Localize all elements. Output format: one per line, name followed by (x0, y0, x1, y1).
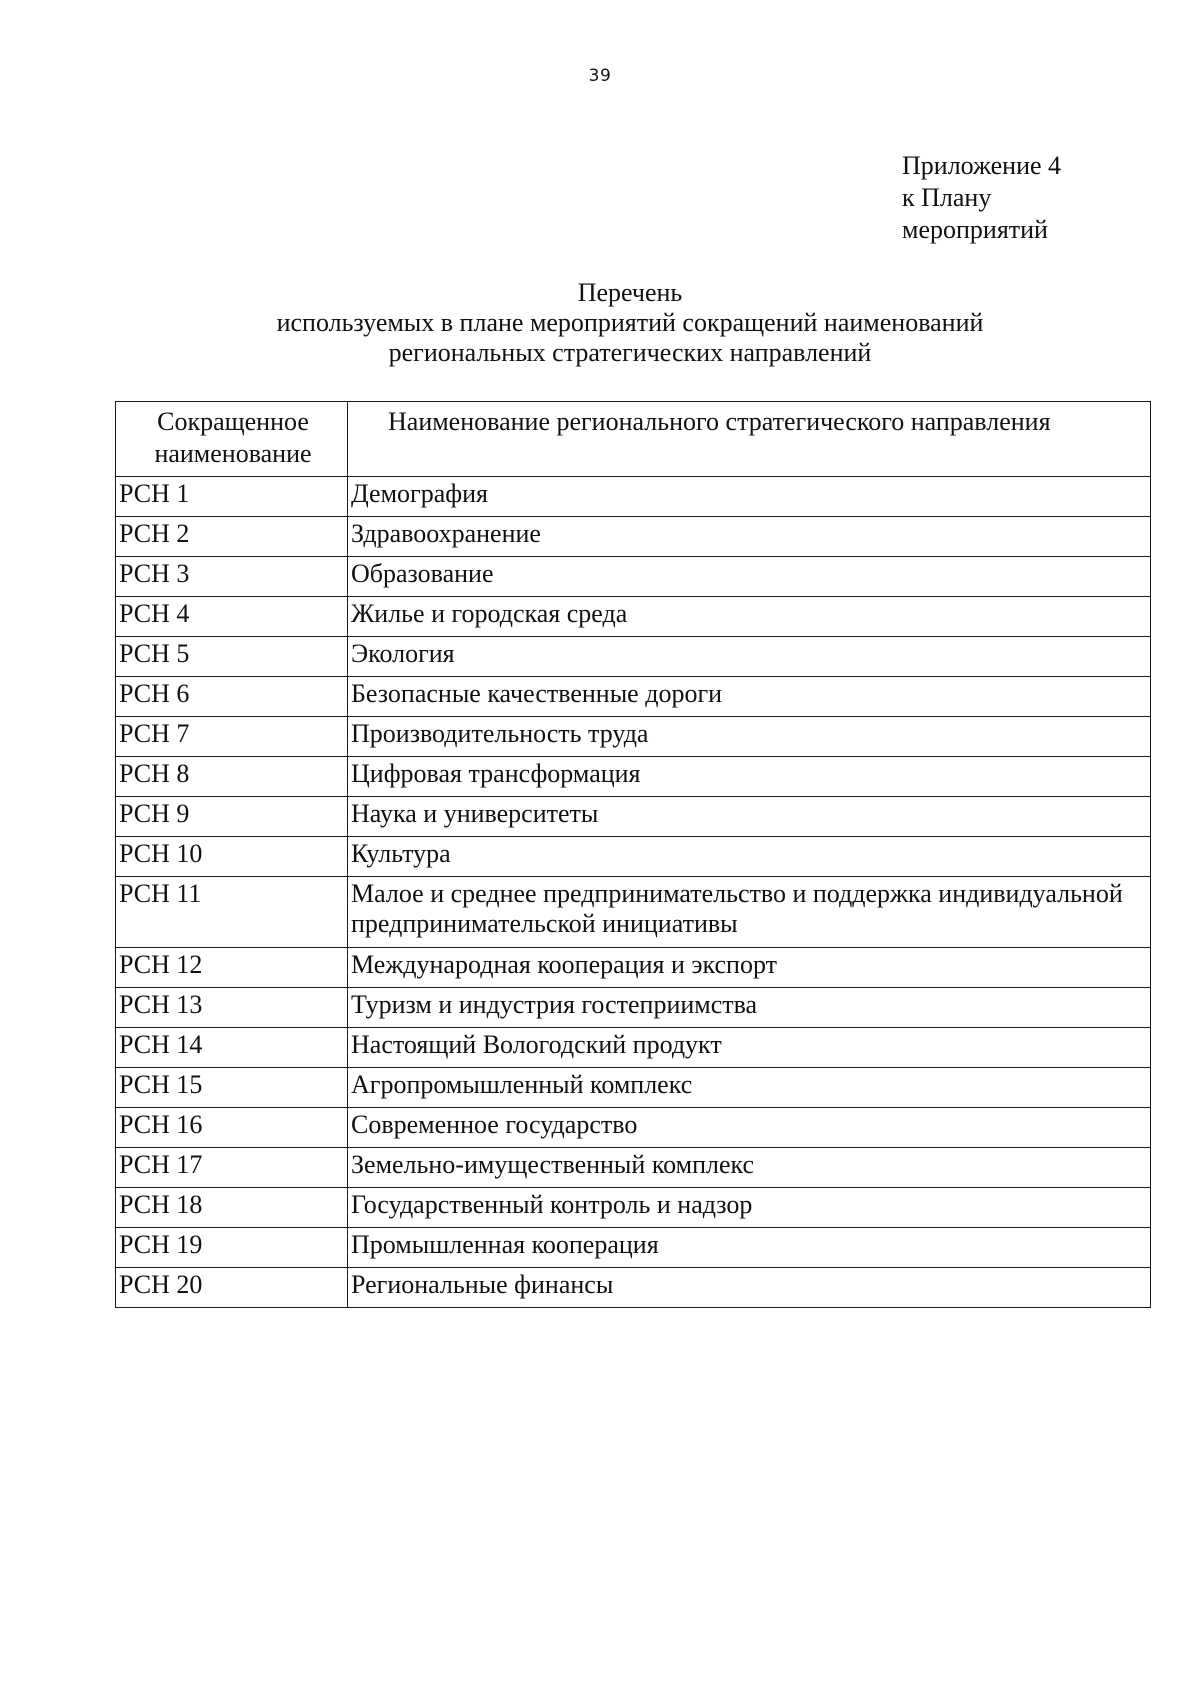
row-code: РСН 8 (116, 757, 348, 797)
table-row (116, 1148, 1151, 1188)
table-row (116, 597, 1151, 637)
row-name: Цифровая трансформация (348, 757, 1151, 797)
row-name: Культура (348, 837, 1151, 877)
table-row (116, 1228, 1151, 1268)
table-row (116, 1028, 1151, 1068)
row-name: Земельно-имущественный комплекс (348, 1148, 1151, 1188)
row-code: РСН 17 (116, 1148, 348, 1188)
abbreviations-table (115, 401, 1151, 1308)
appendix-line-1: Приложение 4 (902, 151, 1062, 180)
header-short-name: Сокращенное наименование (116, 402, 348, 477)
row-name: Агропромышленный комплекс (348, 1068, 1151, 1108)
table-body (116, 477, 1151, 1308)
appendix-line-3: мероприятий (902, 215, 1048, 244)
page-number: 39 (588, 66, 612, 86)
row-code: РСН 10 (116, 837, 348, 877)
title-line-1: Перечень (577, 278, 683, 307)
row-name: Настоящий Вологодский продукт (348, 1028, 1151, 1068)
row-name: Промышленная кооперация (348, 1228, 1151, 1268)
row-code: РСН 1 (116, 477, 348, 517)
row-code: РСН 20 (116, 1268, 348, 1308)
row-code: РСН 19 (116, 1228, 348, 1268)
row-code: РСН 5 (116, 637, 348, 677)
row-code: РСН 12 (116, 948, 348, 988)
row-name: Международная кооперация и экспорт (348, 948, 1151, 988)
row-code: РСН 4 (116, 597, 348, 637)
table-row (116, 677, 1151, 717)
table-row (116, 988, 1151, 1028)
title-line-2: используемых в плане мероприятий сокращений наименований (276, 308, 984, 337)
document-title (0, 278, 1200, 368)
row-code: РСН 11 (116, 877, 348, 948)
row-name: Экология (348, 637, 1151, 677)
row-name: Демография (348, 477, 1151, 517)
title-line-3: региональных стратегических направлений (388, 338, 872, 367)
table-row (116, 557, 1151, 597)
row-code: РСН 2 (116, 517, 348, 557)
row-name: Наука и университеты (348, 797, 1151, 837)
row-code: РСН 7 (116, 717, 348, 757)
row-code: РСН 18 (116, 1188, 348, 1228)
row-code: РСН 14 (116, 1028, 348, 1068)
row-name: Безопасные качественные дороги (348, 677, 1151, 717)
appendix-reference (902, 150, 1061, 246)
table-row (116, 717, 1151, 757)
row-code: РСН 6 (116, 677, 348, 717)
row-name: Малое и среднее предпринимательство и поддержка индивидуальной предпринимательской инициативы (348, 877, 1151, 948)
header-full-name: Наименование регионального стратегического направления (348, 402, 1151, 477)
row-code: РСН 3 (116, 557, 348, 597)
table-row (116, 948, 1151, 988)
table-row (116, 1068, 1151, 1108)
row-name: Государственный контроль и надзор (348, 1188, 1151, 1228)
row-name: Современное государство (348, 1108, 1151, 1148)
row-code: РСН 13 (116, 988, 348, 1028)
row-code: РСН 15 (116, 1068, 348, 1108)
table-row (116, 797, 1151, 837)
row-name: Здравоохранение (348, 517, 1151, 557)
table-row (116, 757, 1151, 797)
table-row (116, 1268, 1151, 1308)
table-row (116, 637, 1151, 677)
row-name: Туризм и индустрия гостеприимства (348, 988, 1151, 1028)
table-row (116, 837, 1151, 877)
table-row (116, 1108, 1151, 1148)
table-row (116, 477, 1151, 517)
appendix-line-2: к Плану (902, 183, 992, 212)
row-name: Региональные финансы (348, 1268, 1151, 1308)
table-row (116, 517, 1151, 557)
table-row (116, 1188, 1151, 1228)
row-name: Жилье и городская среда (348, 597, 1151, 637)
row-code: РСН 9 (116, 797, 348, 837)
row-code: РСН 16 (116, 1108, 348, 1148)
table-header-row (116, 402, 1151, 477)
row-name: Образование (348, 557, 1151, 597)
row-name: Производительность труда (348, 717, 1151, 757)
table-row (116, 877, 1151, 948)
